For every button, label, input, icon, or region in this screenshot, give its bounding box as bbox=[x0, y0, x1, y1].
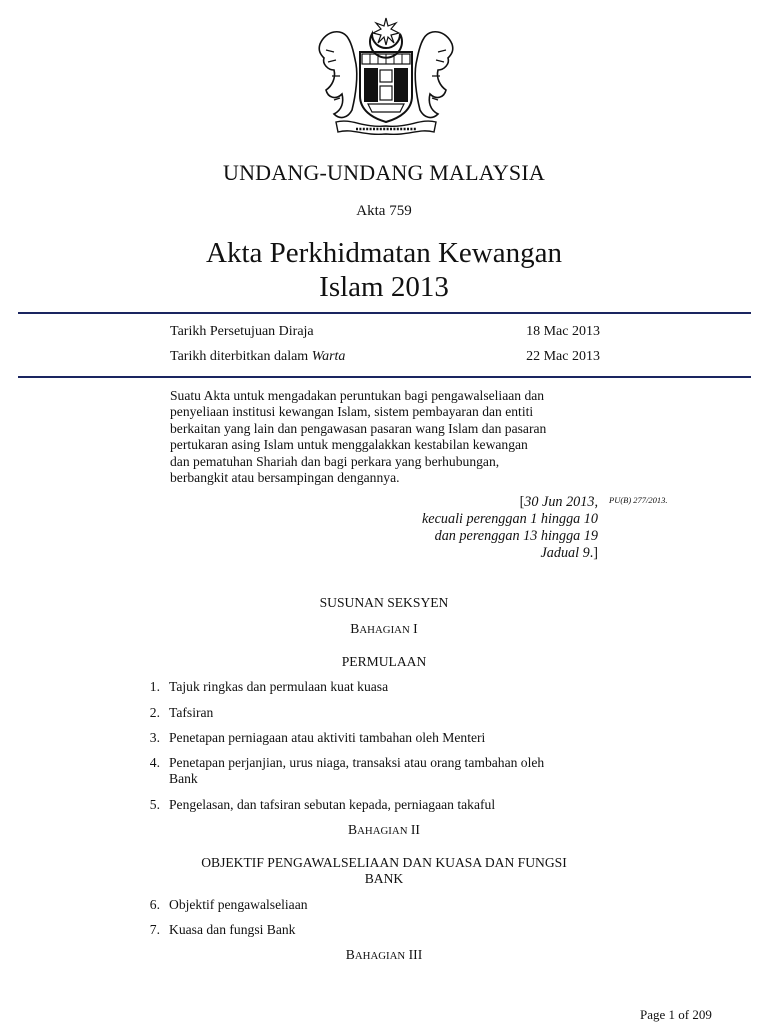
commencement-close-bracket: .] bbox=[589, 545, 598, 561]
section-title: Kuasa dan fungsi Bank bbox=[169, 922, 296, 937]
long-title-line: Suatu Akta untuk mengadakan peruntukan bagi pengawalseliaan dan bbox=[170, 388, 545, 403]
malaysia-coat-of-arms-icon bbox=[312, 14, 460, 138]
part-title-2 bbox=[0, 855, 768, 887]
section-number: 2. bbox=[149, 705, 160, 720]
part-1-label: AHAGIAN bbox=[359, 624, 410, 636]
part-1-initial: B bbox=[350, 621, 360, 636]
part-3-label: AHAGIAN bbox=[354, 950, 406, 962]
part-2-label: AHAGIAN bbox=[357, 825, 408, 837]
section-number: 7. bbox=[149, 922, 160, 937]
commencement-schedule: Jadual 9 bbox=[540, 545, 590, 561]
commencement-line3: dan perenggan 13 hingga 19 bbox=[434, 528, 598, 544]
long-title-line: penyeliaan institusi kewangan Islam, sistem pembayaran dan entiti bbox=[170, 404, 534, 420]
part-heading-3 bbox=[0, 947, 768, 963]
royal-assent-label: Tarikh Persetujuan Diraja bbox=[170, 324, 314, 339]
section-title bbox=[169, 755, 609, 786]
section-title-line1: Penetapan perjanjian, urus niaga, transaksi atau orang tambahan oleh bbox=[169, 755, 545, 770]
gazette-date: 22 Mac 2013 bbox=[526, 349, 600, 364]
section-title: Pengelasan, dan tafsiran sebutan kepada, perniagaan takaful bbox=[169, 797, 496, 812]
long-title-line: pertukaran asing Islam untuk menggalakkan kestabilan kewangan bbox=[170, 437, 528, 453]
section-title: Tajuk ringkas dan permulaan kuat kuasa bbox=[169, 679, 389, 694]
section-title: Tafsiran bbox=[169, 705, 214, 720]
section-number: 3. bbox=[149, 730, 160, 745]
section-title-line2: Bank bbox=[169, 770, 198, 786]
section-number: 5. bbox=[149, 797, 160, 812]
commencement-open-bracket: [ bbox=[519, 494, 525, 510]
part-title-2-line2: BANK bbox=[364, 871, 404, 886]
country-title: UNDANG-UNDANG MALAYSIA bbox=[223, 160, 545, 185]
section-number: 6. bbox=[149, 897, 160, 912]
part-2-numeral: II bbox=[410, 822, 420, 837]
long-title-line: berkaitan yang lain dan pengawasan pasaran wang Islam dan pasaran bbox=[170, 420, 547, 436]
gazette-label-prefix: Tarikh diterbitkan dalam bbox=[170, 349, 309, 364]
section-title: Penetapan perniagaan atau aktiviti tambahan oleh Menteri bbox=[169, 730, 486, 745]
act-title-line2: Islam 2013 bbox=[319, 271, 449, 303]
part-heading-1 bbox=[0, 621, 768, 637]
commencement-date bbox=[330, 494, 598, 562]
bottom-divider bbox=[18, 376, 751, 378]
commencement-line4 bbox=[330, 545, 598, 562]
gazette-label-warta: Warta bbox=[311, 349, 346, 364]
marginal-note: PU(B) 277/2013. bbox=[609, 495, 668, 505]
part-1-numeral: I bbox=[413, 621, 418, 636]
act-title-line1: Akta Perkhidmatan Kewangan bbox=[206, 237, 562, 269]
long-title bbox=[170, 388, 610, 486]
act-title bbox=[0, 236, 768, 304]
part-title-2-line1: OBJEKTIF PENGAWALSELIAAN DAN KUASA DAN FUNGSI bbox=[201, 855, 567, 870]
top-divider bbox=[18, 312, 751, 314]
act-number: Akta 759 bbox=[356, 203, 412, 219]
royal-assent-date: 18 Mac 2013 bbox=[526, 324, 600, 339]
part-3-initial: B bbox=[345, 947, 355, 962]
part-2-initial: B bbox=[348, 822, 358, 837]
commencement-date-text: 30 Jun 2013, bbox=[524, 494, 598, 510]
gazette-label bbox=[170, 349, 345, 365]
part-heading-2 bbox=[0, 822, 768, 838]
arrangement-heading: SUSUNAN SEKSYEN bbox=[319, 595, 449, 610]
page-number: Page 1 of 209 bbox=[640, 1007, 712, 1022]
commencement-line1 bbox=[330, 494, 598, 511]
section-number: 1. bbox=[149, 679, 160, 694]
commencement-line2: kecuali perenggan 1 hingga 10 bbox=[422, 511, 598, 527]
part-3-numeral: III bbox=[408, 947, 423, 962]
part-title-1: PERMULAAN bbox=[341, 654, 427, 669]
section-number: 4. bbox=[149, 755, 160, 770]
long-title-line: dan pematuhan Shariah dan bagi perkara yang berhubungan, bbox=[170, 453, 500, 469]
section-title: Objektif pengawalseliaan bbox=[169, 897, 308, 912]
long-title-line: berbangkit atau bersampingan dengannya. bbox=[170, 470, 400, 486]
